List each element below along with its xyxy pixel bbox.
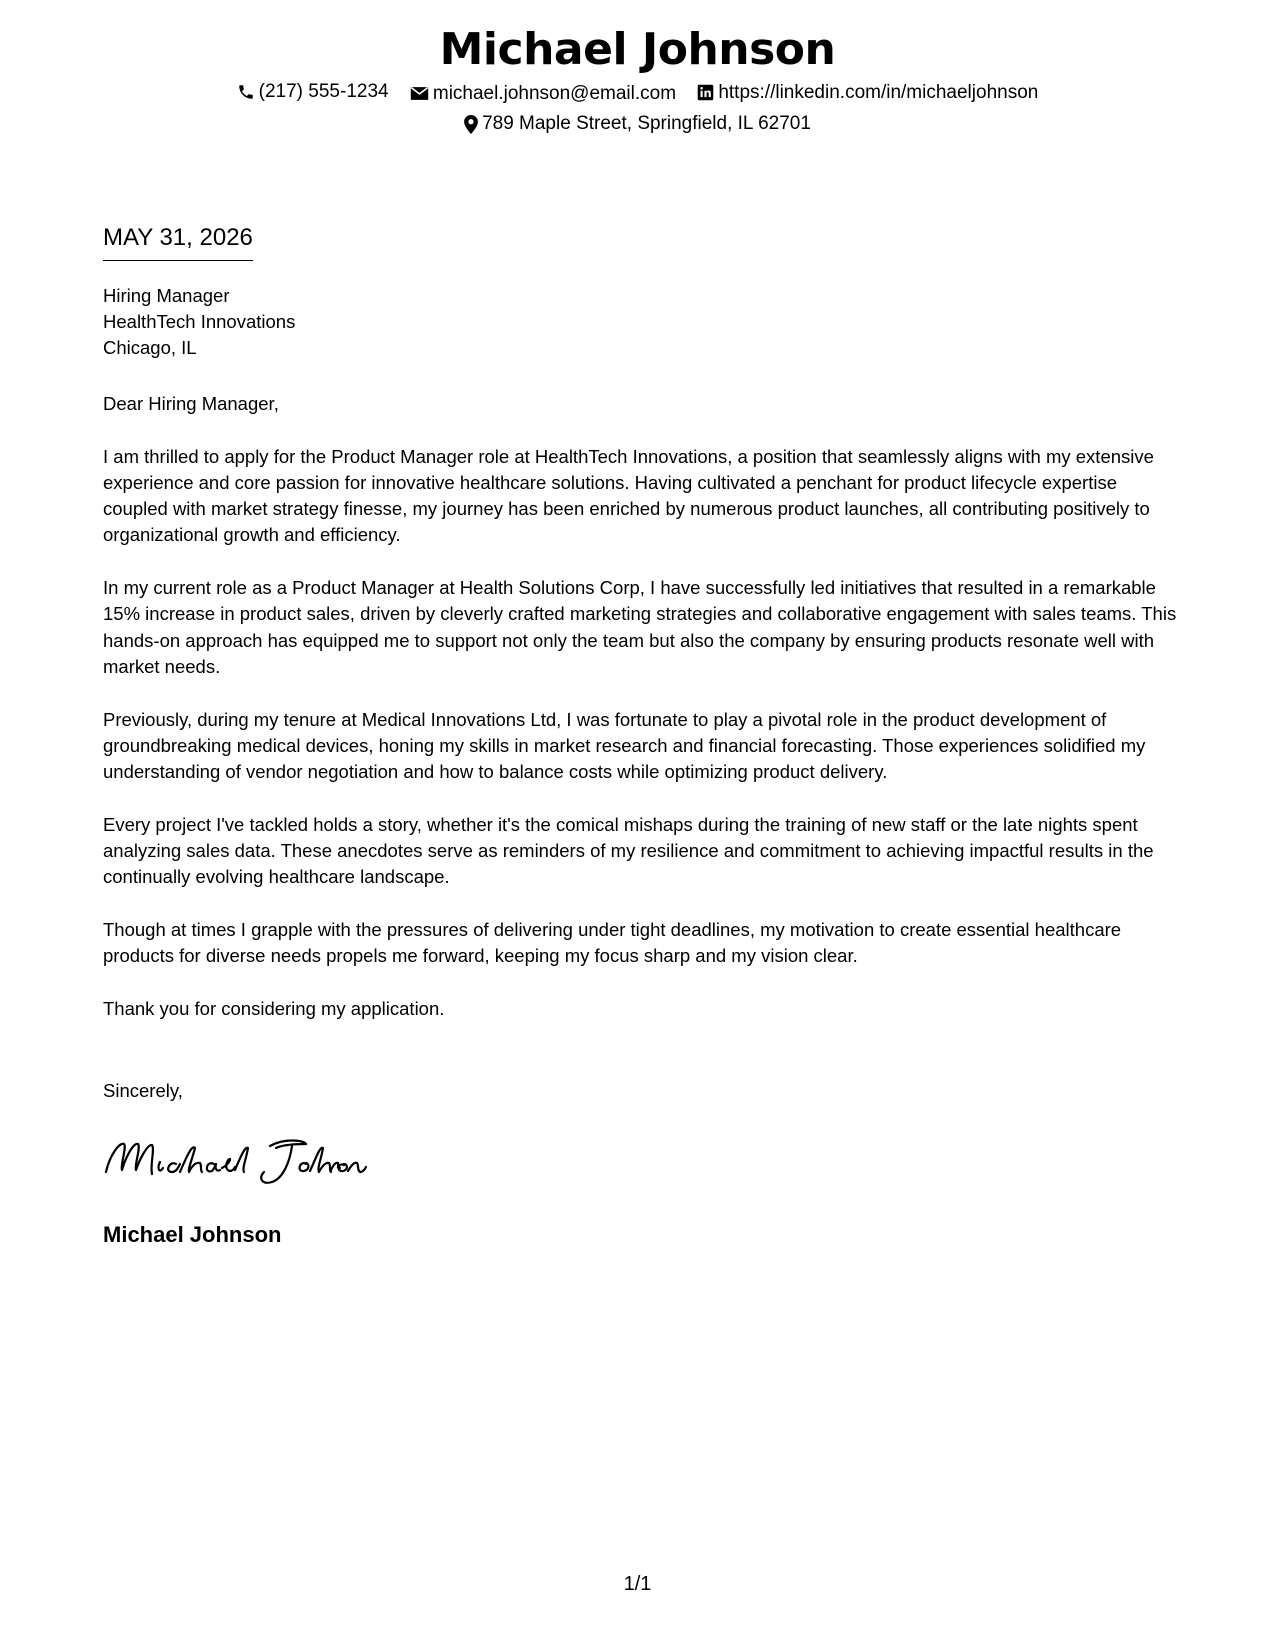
email-text[interactable]: michael.johnson@email.com: [432, 82, 677, 104]
address-text: 789 Maple Street, Springfield, IL 62701: [482, 113, 811, 134]
recipient-company: HealthTech Innovations: [103, 311, 296, 332]
recipient-location: Chicago, IL: [103, 337, 197, 358]
contact-row: [0, 80, 1275, 108]
body-paragraph: Thank you for considering my application.: [103, 997, 445, 1019]
linkedin-text[interactable]: https://linkedin.com/in/michaeljohnson: [718, 81, 1039, 103]
salutation: Dear Hiring Manager,: [103, 393, 279, 414]
recipient-title: Hiring Manager: [103, 285, 230, 306]
body-paragraph: I am thrilled to apply for the Product Manager role at HealthTech Innovations, a position that seamlessly aligns with my extensive experience and core passion for innovative healthcare solutions. Having cultivated a penchant for product lifecycle expertise coupled with market strategy finesse, my journey has been enriched by numerous product launches, all contributing positively to organizational growth and efficiency.: [103, 445, 1154, 546]
body-paragraph: Previously, during my tenure at Medical Innovations Ltd, I was fortunate to play a pivotal role in the product development of groundbreaking medical devices, honing my skills in market research and financial forecasting. Those experiences solidified my understanding of vendor negotiation and how to balance costs while optimizing product delivery.: [103, 708, 1146, 783]
body-paragraph: Though at times I grapple with the pressures of delivering under tight deadlines, my motivation to create essential healthcare products for diverse needs propels me forward, keeping my focus sharp and my vision clear.: [103, 918, 1122, 967]
body-paragraph: In my current role as a Product Manager at Health Solutions Corp, I have successfully led initiatives that resulted in a remarkable 15% increase in product sales, driven by cleverly crafted marketing strategies and collaborative engagement with sales teams. This hands-on approach has equipped me to support not only the team but also the company by ensuring products resonate well with market needs.: [103, 577, 1177, 677]
phone-text: (217) 555-1234: [258, 81, 389, 102]
recipient-block: [103, 283, 295, 361]
signed-name: Michael Johnson: [103, 1222, 282, 1247]
page-number: 1/1: [623, 1573, 652, 1595]
closing: Sincerely,: [103, 1080, 183, 1101]
email-contact[interactable]: [410, 82, 676, 106]
linkedin-icon: [697, 84, 714, 101]
body-paragraph: Every project I've tackled holds a story, whether it's the comical mishaps during the training of new staff or the late nights spent analyzing sales data. These anecdotes serve as reminders of my resilience and commitment to achieving impactful results in the continually evolving healthcare landscape.: [103, 813, 1154, 888]
envelope-icon: [410, 86, 429, 101]
address-row: [0, 112, 1275, 141]
sender-name: Michael Johnson: [439, 24, 836, 75]
address-contact: [464, 112, 811, 136]
phone-contact: [237, 80, 389, 104]
linkedin-contact[interactable]: [697, 81, 1038, 105]
letter-body: [103, 391, 1178, 1048]
phone-icon: [237, 83, 255, 101]
handwritten-signature: [100, 1132, 370, 1192]
letter-date: MAY 31, 2026: [103, 223, 253, 261]
map-pin-icon: [464, 115, 478, 134]
